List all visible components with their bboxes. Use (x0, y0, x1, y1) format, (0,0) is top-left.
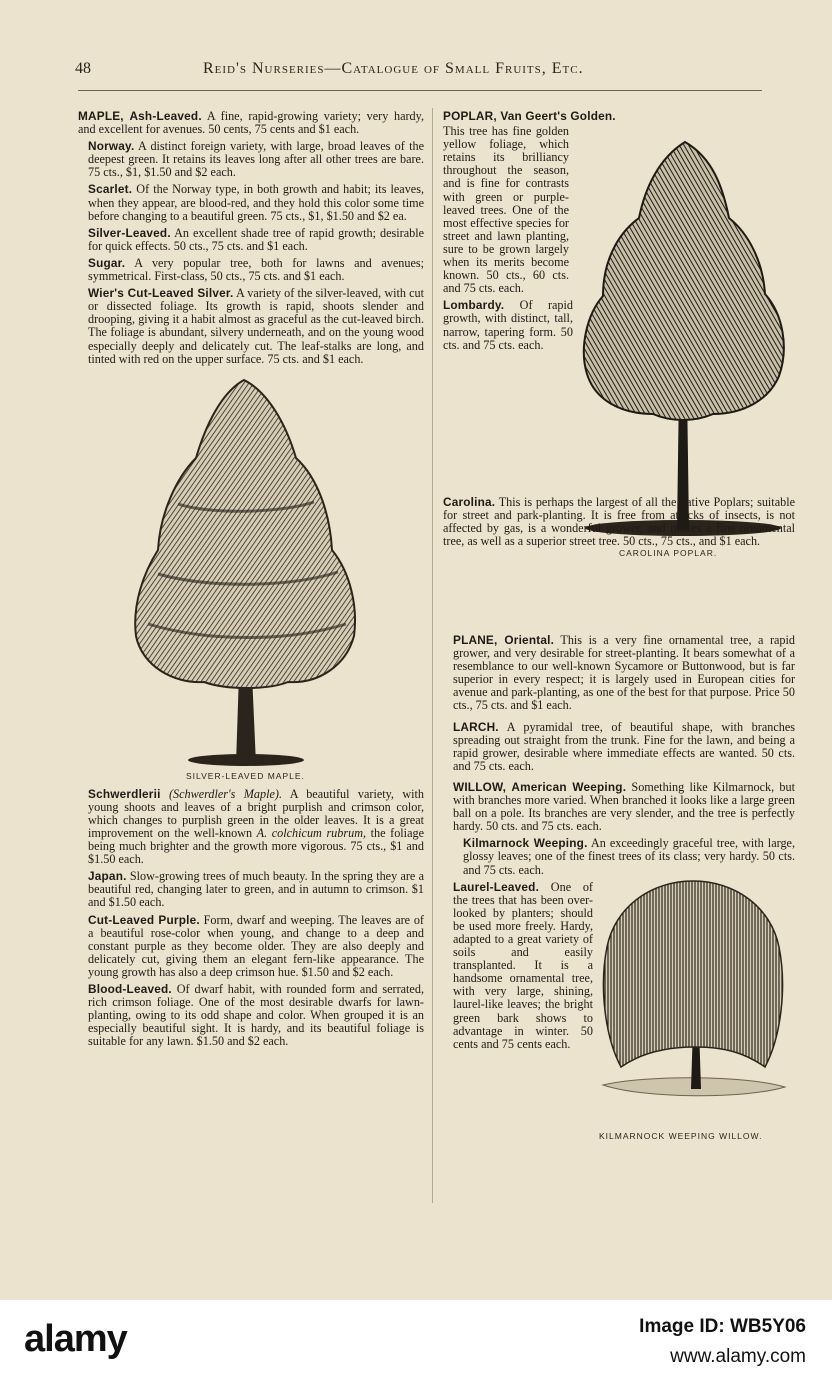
entry-kilmarnock (443, 837, 795, 876)
entry-heading: Carolina. (443, 495, 496, 509)
entry-heading: Blood-Leaved. (88, 982, 172, 996)
entry-text: A beautiful variety, with young shoots and leaves of a bright purplish and crimson color, which changes to purplish green in the older leaves. It is a great improvement on the well-known (88, 786, 425, 840)
entry-maple-ash-leaved (78, 110, 424, 136)
entry-text: A variety of the silver-leaved, with cut or dissected foliage. Its growth is rapid, shoots slender and drooping, giving it a habit almost as graceful as the cut-leaved birch. The foliage is abundant, silvery underneath, and on the young wood especially deeply and delicately cut. The leaf-stalks are long, and tinted with red on the upper surface. 75 cts. and $1 each. (88, 286, 424, 366)
page-number: 48 (75, 60, 91, 77)
figure-caption: KILMARNOCK WEEPING WILLOW. (599, 1131, 763, 1142)
poplar-block (443, 110, 795, 630)
entry-text: This tree has fine golden yellow foliage, which retains its brilliancy throughout the season, and is fine for contrasts with green or purple-leaved trees. One of the most effective species for street and lawn planting, sure to be grown largely when its merits become known. 50 cts., 60 cts. and 75 cts. each. (443, 124, 569, 296)
entry-text: A distinct foreign variety, with large, broad leaves of the deepest green. It retains its leaves long after all other trees are bare. 75 cts., $1, $1.50 and $2 each. (88, 139, 424, 180)
entry-text: Of the Norway type, in both growth and habit; its leaves, when they appear, are blood-red, and they hold this color some time before changing to a beautiful green. 75 cts., $1, $1.50 and $2 ea. (88, 182, 424, 223)
entry-silver-leaved (78, 227, 424, 253)
carolina-poplar-illustration (573, 138, 793, 543)
entry-heading: Laurel-Leaved. (453, 879, 540, 894)
entry-heading: Scarlet. (88, 182, 133, 197)
entry-cut-leaved-purple (78, 914, 424, 979)
kilmarnock-willow-illustration (595, 877, 791, 1111)
entry-plane-oriental (443, 634, 795, 713)
footer-meta (639, 1316, 806, 1368)
image-id: Image ID: WB5Y06 (639, 1316, 806, 1337)
entry-blood-leaved (78, 983, 424, 1048)
entry-text: Form, dwarf and weeping. The leaves are of a beautiful rose-color when young, and change to a deep and constant purple as they become older. They are also deeply and delicately cut, giving them an elegant fern-like appearance. The young growth has also a deep crimson hue. $1.50 and $2 each. (88, 912, 424, 979)
entry-italic: (Schwerdler's Maple). (168, 786, 283, 801)
entry-heading: MAPLE, Ash-Leaved. (78, 109, 202, 123)
entry-carolina (443, 496, 795, 548)
entry-heading: Sugar. (88, 255, 126, 270)
entry-laurel-leaved (443, 881, 593, 1051)
entry-text: This is perhaps the largest of all the native Poplars; suitable for street and park-planting. It is free from attacks of insects, is not affected by gas, is a wonderful grower, and makes a fine ornamental tree, as well as a superior street tree. 50 cts., 75 cts., and $1 each. (443, 495, 795, 549)
entry-heading: Silver-Leaved. (88, 225, 171, 240)
entry-heading: Kilmarnock Weeping. (463, 836, 588, 851)
entry-heading: Wier's Cut-Leaved Silver. (88, 286, 234, 301)
entry-text: An exceedingly graceful tree, with large, glossy leaves; one of the finest trees of its class; very hardy. 50 cts. and 75 cts. each. (463, 836, 795, 877)
stock-footer (0, 1300, 832, 1390)
entry-text: Of dwarf habit, with rounded form and serrated, rich crimson foliage. One of the most desirable dwarfs for lawn-planting, owing to its odd shape and color. When grouped it is an especially beautiful sight. It is hardy, and its beautiful foliage is suitable for any lawn. $1.50 and $2 each. (88, 982, 424, 1049)
entry-heading: Norway. (88, 139, 135, 154)
figure-caption: CAROLINA POPLAR. (619, 548, 718, 558)
alamy-logo: alamy (24, 1318, 127, 1360)
left-column (78, 110, 424, 1052)
entry-heading: Schwerdlerii (88, 786, 161, 801)
silver-maple-figure (78, 370, 424, 788)
entry-heading: Cut-Leaved Purple. (88, 912, 200, 927)
entry-text: One of the trees that has been over-looked by planters; should be used more freely. Hardy, adapted to a great variety of soils and easily transplanted. It is a handsome ornamental tree, with very large, shining, laurel-like leaves; the bright green bark shows to advantage in winter. 50 cents and 75 cents each. (453, 879, 593, 1051)
entry-poplar-van-geerts-text (443, 125, 569, 295)
entry-text: the foliage being much brighter and the growth more vigorous. 75 cts., $1 and $1.50 each. (88, 825, 424, 867)
right-column (443, 110, 795, 1157)
entry-sugar (78, 257, 424, 283)
entry-poplar-van-geerts (443, 110, 795, 123)
entry-text: This is a very fine ornamental tree, a rapid grower, and very desirable for street-planting. It bears somewhat of a resemblance to our well-known Sycamore or Buttonwood, but is far superior in every respect; it is largely used in European cities for avenue and park-planting, as one of the best for that purpose. Price 50 cts., 75 cts. and $1 each. (453, 633, 796, 713)
silver-maple-illustration (118, 374, 368, 770)
entry-lombardy (443, 299, 573, 351)
entry-heading: LARCH. (453, 719, 499, 734)
entry-willow-american (443, 781, 795, 833)
entry-text: An excellent shade tree of rapid growth; desirable for quick effects. 50 cts., 75 cts. and $1 each. (88, 225, 424, 253)
entry-heading: POPLAR, Van Geert's Golden. (443, 109, 616, 123)
entry-scarlet (78, 183, 424, 222)
willow-block (443, 837, 795, 1157)
entry-heading: PLANE, Oriental. (453, 633, 555, 647)
entry-text: Something like Kilmarnock, but with branches more varied. When branched it looks like a large green ball on a pole. Its branches are very slender, and the tree is perfectly hardy. 50 cts. and 75 cts. each. (453, 779, 795, 834)
header-rule (78, 90, 762, 91)
entry-schwerdlerii (78, 788, 424, 867)
entry-heading: Japan. (88, 869, 127, 884)
entry-larch (443, 721, 795, 773)
entry-japan (78, 870, 424, 909)
entry-text: Of rapid growth, with distinct, tall, narrow, tapering form. 50 cts. and 75 cts. each. (443, 298, 573, 352)
column-divider (432, 108, 433, 1203)
entry-text: A very popular tree, both for lawns and avenues; symmetrical. First-class, 50 cts., 75 cts. and $1 each. (88, 255, 424, 284)
running-title: Reid's Nurseries—Catalogue of Small Fruits, Etc. (203, 60, 584, 77)
entry-text: A pyramidal tree, of beautiful shape, with branches spreading out straight from the trunk. Fine for the lawn, and being a rapid grower, desirable where immediate effects are wanted. 50 cts. and 75 cts. each. (453, 719, 795, 773)
entry-wiers-cut-leaved (78, 287, 424, 366)
entry-text: Slow-growing trees of much beauty. In the spring they are a beautiful red, changing later to green, and in autumn to crimson. $1 and $1.50 each. (88, 869, 424, 910)
entry-heading: Lombardy. (443, 298, 505, 313)
entry-norway (78, 140, 424, 179)
entry-heading: WILLOW, American Weeping. (453, 779, 627, 794)
figure-caption: SILVER-LEAVED MAPLE. (186, 770, 305, 781)
entry-text: A fine, rapid-growing variety; very hardy, and excellent for avenues. 50 cents, 75 cents and $1 each. (78, 109, 424, 137)
entry-italic: A. colchicum rubrum, (256, 825, 367, 840)
site-url: www.alamy.com (670, 1346, 806, 1367)
